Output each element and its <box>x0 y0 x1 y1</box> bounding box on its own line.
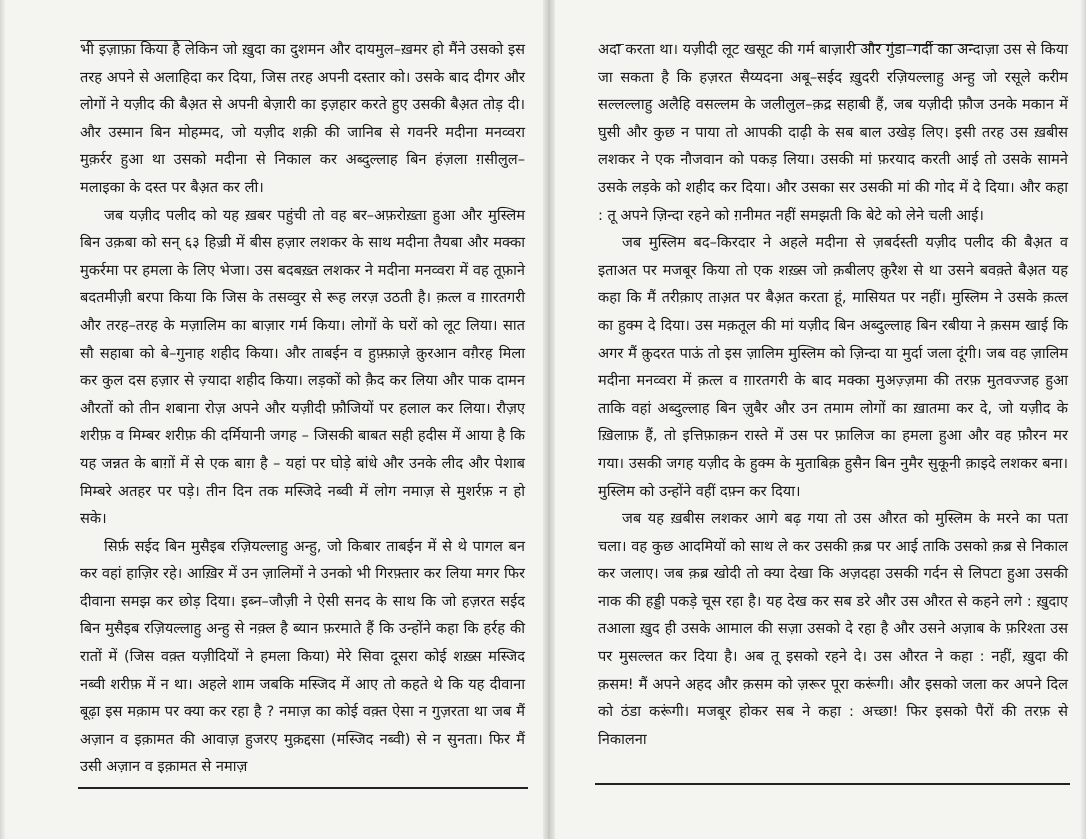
left-text-column <box>80 36 525 781</box>
right-bottom-rule <box>595 783 1070 785</box>
left-paragraph-1: भी इज़ाफ़ा किया है लेकिन जो ख़ुदा का दुशमन और दायमुल–ख़मर हो मैंने उसको इस तरह अपने से अलाहिदा कर दिया, जिस तरह अपनी दस्तार को। उसके बाद दीगर और लोगों ने यज़ीद की बैअ़त से अपनी बेज़ारी का इज़हार करते हुए उसकी बैअ़त तोड़ दी। और उस्मान बिन मोहम्मद, जो यज़ीद शक़ी की जानिब से गवर्नरे मदीना मनव्वरा मुक़र्रर हुआ था उसको मदीना से निकाल कर अब्दुल्लाह बिन हंज़ला ग़सीलुल–मलाइका के दस्त पर बैअ़त कर ली। <box>80 41 525 196</box>
right-text-column <box>598 36 1068 753</box>
right-edge-shadow <box>1080 0 1086 839</box>
right-paragraph-1: अदा करता था। यज़ीदी लूट खसूट की गर्म बाज़ारी और गुंडा–गर्दी का अन्दाज़ा उस से किया जा सकता है कि हज़रत सैय्यदना अबू–सईद ख़ुदरी रज़ियल्लाहु अन्हु जो रसूले करीम सल्लल्लाहु अलैहि वसल्लम के जलीलुल–क़द्र सहाबी हैं, जब यज़ीदी फ़ौज उनके मकान में घुसी और कुछ न पाया तो आपकी दाढ़ी के सब बाल उखेड़ लिए। इसी तरह उस ख़बीस लशकर ने एक नौजवान को पकड़ लिया। उसकी मां फ़रयाद करती आई तो उसके सामने उसके लड़के को शहीद कर दिया। और उसका सर उसकी मां की गोद में दे दिया। और कहा : तू अपने ज़िन्दा रहने को ग़नीमत नहीं समझती कि बेटे को लेने चली आई। <box>598 41 1068 224</box>
left-paragraph-3: सिर्फ़ सईद बिन मुसैइब रज़ियल्लाहु अन्हु, जो किबार ताबईन में से थे पागल बन कर वहां हाज़िर रहे। आख़िर में उन ज़ालिमों ने उनको भी गिरफ़्तार कर लिया मगर फिर दीवाना समझ कर छोड़ दिया। इब्न–जौज़ी ने ऐसी सनद के साथ कि जो हज़रत सईद बिन मुसैइब रज़ियल्लाहु अन्हु से नक़्ल है ब्यान फ़रमाते हैं कि उन्होंने कहा कि हर्रह की रातों में (जिस वक़्त यज़ीदियों ने हमला किया) मेरे सिवा दूसरा कोई शख़्स मस्जिद नब्वी शरीफ़ में न था। अहले शाम जबकि मस्जिद में आए तो कहते थे कि यह दीवाना बूढ़ा इस मक़ाम पर क्या कर रहा है ? नमाज़ का कोई वक़्त ऐसा न गुज़रता था जब मैं अज़ान व इक़ामत की आवाज़ हुजरए मुक़द्दसा (मस्जिद नब्वी) से न सुनता। फिर मैं उसी अज़ान व इक़ामत से नमाज़ <box>80 537 525 776</box>
left-paragraph-2: जब यज़ीद पलीद को यह ख़बर पहुंची तो वह बर–अफ़रोख़्ता हुआ और मुस्लिम बिन उक़बा को सन् ६३ हिज़्री में बीस हज़ार लशकर के साथ मदीना तैयबा और मक्का मुकर्रमा पर हमला के लिए भेजा। उस बदबख़्त लशकर ने मदीना मनव्वरा में वह तूफ़ाने बदतमीज़ी बरपा किया कि जिस के तसव्वुर से रूह लरज़ उठती है। क़त्ल व ग़ारतगरी और तरह–तरह के मज़ालिम का बाज़ार गर्म किया। लोगों के घरों को लूट लिया। सात सौ सहाबा को बे–गुनाह शहीद किया। और ताबईन व हुफ़्फ़ाज़े क़ुरआन वग़ैरह मिला कर कुल दस हज़ार से ज़्यादा शहीद किया। लड़कों को क़ैद कर लिया और पाक दामन औरतों को तीन शबाना रोज़ अपने और यज़ीदी फ़ौजियों पर हलाल कर लिया। रौज़ए शरीफ़ व मिम्बर शरीफ़ की दर्मियानी जगह – जिसकी बाबत सही हदीस में आया है कि यह जन्नत के बाग़ों में से एक बाग़ है – यहां पर घोड़े बांधे और उनके लीद और पेशाब मिम्बरे अतहर पर पड़े। तीन दिन तक मस्जिदे नब्वी में लोग नमाज़ से मुशर्रफ़ न हो सके। <box>80 206 525 528</box>
right-paragraph-2: जब मुस्लिम बद–किरदार ने अहले मदीना से ज़बर्दस्ती यज़ीद पलीद की बैअ़त व इताअत पर मजबूर किया तो एक शख़्स जो क़बीलए क़ुरैश से था उसने बवक़्ते बैअ़त यह कहा कि मैं तरीक़ाए ताअ़त पर बैअ़त करता हूं, मासियत पर नहीं। मुस्लिम ने उसके क़त्ल का हुक्म दे दिया। उस मक़तूल की मां यज़ीद बिन अब्दुल्लाह बिन रबीया ने क़सम खाई कि अगर मैं क़ुदरत पाऊं तो इस ज़ालिम मुस्लिम को ज़िन्दा या मुर्दा जला दूंगी। जब वह ज़ालिम मदीना मनव्वरा में क़त्ल व ग़ारतगरी के बाद मक्का मुअज़्ज़मा की तरफ़ मुतवज्जह हुआ ताकि वहां अब्दुल्लाह बिन ज़ुबैर और उन तमाम लोगों का ख़ातमा कर दे, जो यज़ीद के ख़िलाफ़ हैं, तो इत्तिफ़ाक़न रास्ते में उस पर फ़ालिज का हमला हुआ और वह फ़ौरन मर गया। उसकी जगह यज़ीद के हुक्म के मुताबिक़ हुसैन बिन नुमैर सुकूनी क़ाइदे लशकर बना। मुस्लिम को उन्होंने वहीं दफ़्न कर दिया। <box>598 234 1068 500</box>
right-page <box>553 0 1086 839</box>
left-bottom-rule <box>78 787 528 789</box>
right-paragraph-3: जब यह ख़बीस लशकर आगे बढ़ गया तो उस औरत को मुस्लिम के मरने का पता चला। वह कुछ आदमियों को साथ ले कर उसकी क़ब्र पर आई ताकि उसको क़ब्र से निकाल कर जलाए। जब क़ब्र खोदी तो क्या देखा कि अज़दहा उसकी गर्दन से लिपटा हुआ उसकी नाक की हड्डी पकड़े चूस रहा है। यह देख कर सब डरे और उस औरत से कहने लगे : ख़ुदाए तआला ख़ुद ही उसके आमाल की सज़ा उसको दे रहा है और उसने अज़ाब के फ़रिश्ता उस पर मुसल्लत कर दिया है। अब तू इसको रहने दे। उस औरत ने कहा : नहीं, ख़ुदा की क़सम! मैं अपने अहद और क़सम को ज़रूर पूरा करूंगी। और इसको जला कर अपने दिल को ठंडा करूंगी। मजबूर होकर सब ने कहा : अच्छा! फिर इसको पैरों की तरफ़ से निकालना <box>598 510 1068 748</box>
